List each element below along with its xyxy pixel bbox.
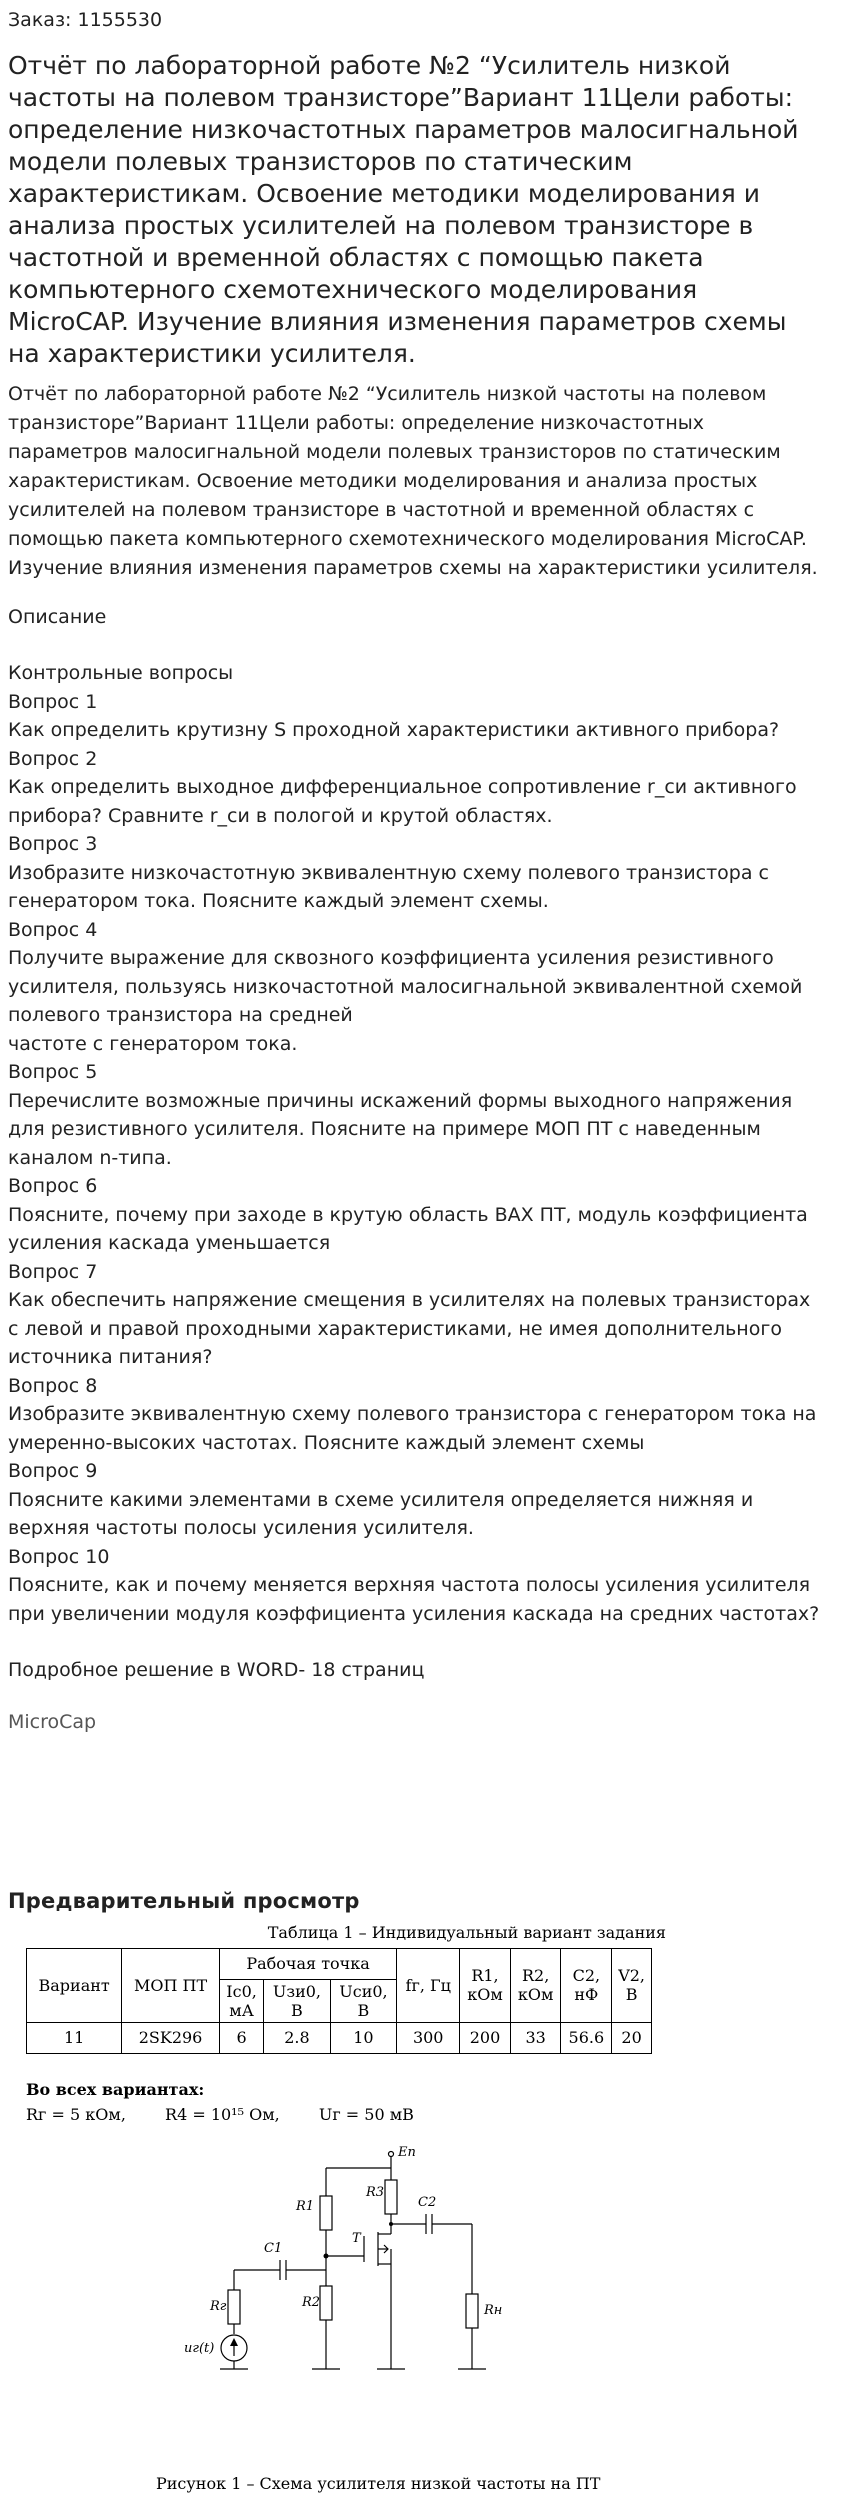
r2-resistor: [320, 2286, 332, 2320]
cell-usi: 10: [330, 2022, 397, 2053]
question-9-text: Поясните какими элементами в схеме усилителя определяется нижняя и верхняя частоты полосы усиления усилителя.: [8, 1488, 754, 1539]
spacer: [8, 1628, 823, 1656]
question-10-text: Поясните, как и почему меняется верхняя частота полосы усиления усилителя при увеличении модуля коэффициента усиления каскада на средних частотах?: [8, 1574, 820, 1625]
question-4-label: Вопрос 4: [8, 918, 98, 941]
cell-fr: 300: [397, 2022, 460, 2053]
question-6-text: Поясните, почему при заходе в крутую область ВАХ ПТ, модуль коэффициента усиления каскада уменьшается: [8, 1203, 808, 1254]
table-row: [27, 2022, 652, 2053]
th-c2-name: C2,: [572, 1966, 601, 1985]
question-7-text: Как обеспечить напряжение смещения в усилителях на полевых транзисторах с левой и правой проходными характеристиками, не имея дополнительного источника питания?: [8, 1289, 811, 1368]
label-r2: R2: [302, 2294, 321, 2310]
th-v2-name: V2,: [618, 1966, 646, 1985]
question-5-text: Перечислите возможные причины искажений формы выходного напряжения для резистивного усилителя. Поясните на примере МОП ПТ с наведенным каналом n-типа.: [8, 1089, 793, 1169]
question-3-text: Изобразите низкочастотную эквивалентную схему полевого транзистора с генератором тока. Поясните каждый элемент схемы.: [8, 861, 769, 912]
generator-arrow: [230, 2338, 238, 2346]
th-c2-unit: нФ: [574, 1985, 599, 2004]
th-r1-name: R1,: [471, 1966, 499, 1985]
param-rg: Rг = 5 кОм,: [26, 2104, 126, 2124]
question-8-label: Вопрос 8: [8, 1374, 98, 1397]
question-4-text-cont: частоте с генератором тока.: [8, 1032, 298, 1055]
label-rn: Rн: [484, 2302, 503, 2318]
cell-uzi: 2.8: [264, 2022, 330, 2053]
rn-resistor: [466, 2294, 478, 2328]
question-4-text: Получите выражение для сквозного коэффициента усиления резистивного усилителя, пользуясь низкочастотной малосигнальной эквивалентной схемой полевого транзистора на средней: [8, 947, 803, 1026]
th-uzi-unit: В: [291, 2000, 303, 2020]
th-ic: [219, 1979, 263, 2022]
cell-mosfet: 2SK296: [122, 2022, 220, 2053]
label-r3: R3: [366, 2184, 385, 2200]
section-label-description: Описание: [8, 606, 107, 628]
cell-ic: 6: [219, 2022, 263, 2053]
order-label: Заказ: 1155530: [8, 9, 163, 31]
th-r2-name: R2,: [521, 1966, 550, 1985]
label-ep: Eп: [398, 2144, 416, 2160]
th-c2: [561, 1948, 612, 2022]
question-2-label: Вопрос 2: [8, 747, 98, 770]
question-9-label: Вопрос 9: [8, 1460, 98, 1482]
label-c1: C1: [264, 2240, 283, 2256]
question-3-label: Вопрос 3: [8, 833, 98, 855]
param-r4: R4 = 10¹⁵ Ом,: [165, 2104, 280, 2124]
th-fr: fг, Гц: [397, 1948, 460, 2022]
th-variant: Вариант: [27, 1948, 122, 2022]
th-uzi-name: Uзи0,: [272, 1981, 321, 2001]
label-rg: Rг: [210, 2298, 227, 2314]
table-caption: Таблица 1 – Индивидуальный вариант задания: [267, 1922, 666, 1942]
th-usi-unit: В: [357, 2000, 370, 2020]
label-ug: uг(t): [184, 2340, 215, 2356]
page: [0, 8, 831, 2493]
th-v2: [612, 1948, 652, 2022]
question-8-text: Изобразите эквивалентную схему полевого транзистора с генератором тока на умеренно-высоких частотах. Поясните каждый элемент схемы: [8, 1403, 817, 1454]
th-ic-name: Iс0,: [226, 1981, 257, 2001]
cell-r2: 33: [510, 2022, 561, 2053]
th-r2: [510, 1948, 561, 2022]
th-r1: [460, 1948, 511, 2022]
rg-resistor: [228, 2290, 240, 2324]
drain-node: [389, 2222, 393, 2226]
fixed-params: [26, 2105, 666, 2124]
preview-document: [26, 1923, 666, 2493]
question-10-label: Вопрос 10: [8, 1545, 110, 1568]
th-work-point: Рабочая точка: [219, 1948, 396, 1979]
amplifier-circuit-diagram: [26, 2144, 666, 2474]
cell-variant: 11: [27, 2022, 122, 2053]
all-variants-label: [26, 2080, 666, 2099]
figure-caption: Рисунок 1 – Схема усилителя низкой частоты на ПТ: [156, 2473, 601, 2493]
microcap-tag-link[interactable]: MicroCap: [8, 1710, 97, 1733]
gate-node: [324, 2253, 329, 2258]
r3-resistor: [385, 2180, 397, 2214]
cell-r1: 200: [460, 2022, 511, 2053]
label-t: T: [352, 2230, 361, 2246]
th-r1-unit: кОм: [467, 1985, 503, 2004]
label-r1: R1: [296, 2198, 315, 2214]
th-v2-unit: В: [625, 1985, 638, 2004]
all-variants-text: Во всех вариантах:: [26, 2079, 205, 2099]
r1-resistor: [320, 2196, 332, 2230]
th-usi-name: Uси0,: [339, 1981, 388, 2001]
solution-note: Подробное решение в WORD- 18 страниц: [8, 1659, 425, 1681]
th-ic-unit: мА: [229, 2000, 254, 2020]
th-uzi: [264, 1979, 330, 2022]
cell-c2: 56.6: [561, 2022, 612, 2053]
preview-heading: Предварительный просмотр: [8, 1888, 360, 1913]
question-6-label: Вопрос 6: [8, 1175, 98, 1197]
question-2-text: Как определить выходное дифференциальное сопротивление r_си активного прибора? Сравните r_си в пологой и крутой областях.: [8, 776, 797, 827]
supply-terminal: [389, 2151, 394, 2156]
th-mosfet: МОП ПТ: [122, 1948, 220, 2022]
th-usi: [330, 1979, 397, 2022]
question-5-label: Вопрос 5: [8, 1061, 98, 1083]
question-7-label: Вопрос 7: [8, 1260, 98, 1283]
page-title: Отчёт по лабораторной работе №2 “Усилитель низкой частоты на полевом транзисторе”Вариант 11Цели работы: определение низкочастотных параметров малосигнальной модели полевых транзисторов по статическим характеристикам. Освоение методики моделирования и анализа простых усилителей на полевом транзисторе в частотной и временной областях с помощью пакета компьютерного схемотехнического моделирования MicroCAP. Изучение влияния изменения параметров схемы на характеристики усилителя.: [8, 51, 799, 368]
label-c2: C2: [418, 2194, 437, 2210]
questions-block: [8, 659, 823, 1685]
description: Отчёт по лабораторной работе №2 “Усилитель низкой частоты на полевом транзисторе”Вариант 11Цели работы: определение низкочастотных параметров малосигнальной модели полевых транзисторов по статическим характеристикам. Освоение методики моделирования и анализа простых усилителей на полевом транзисторе в частотной и временной областях с помощью пакета компьютерного схемотехнического моделирования MicroCAP. Изучение влияния изменения параметров схемы на характеристики усилителя.: [8, 383, 818, 579]
question-1-text: Как определить крутизну S проходной характеристики активного прибора?: [8, 719, 780, 741]
param-ug: Uг = 50 мВ: [318, 2104, 414, 2124]
variant-table: [26, 1948, 652, 2054]
cell-v2: 20: [612, 2022, 652, 2053]
th-r2-unit: кОм: [517, 1985, 554, 2004]
question-1-label: Вопрос 1: [8, 690, 98, 713]
questions-heading: Контрольные вопросы: [8, 662, 234, 684]
